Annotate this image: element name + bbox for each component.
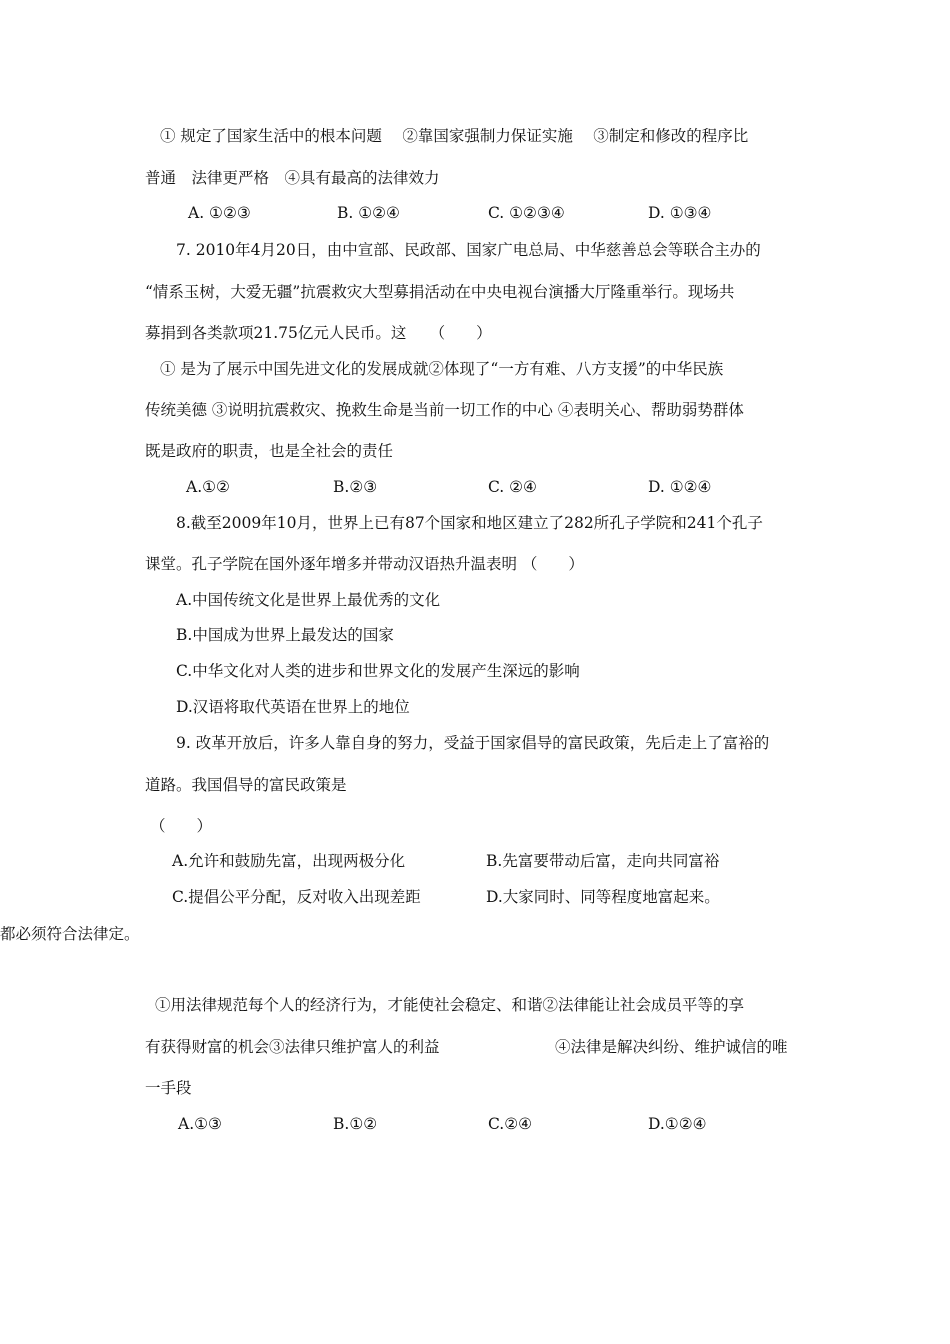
q9-option-d: D.大家同时、同等程度地富起来。 — [486, 888, 720, 906]
q9-answer-paren: （ ） — [150, 817, 213, 835]
q8-option-b: B.中国成为世界上最发达的国家 — [176, 626, 394, 644]
q6-option-b: B. ①②④ — [337, 204, 400, 222]
q10-option-c: C.②④ — [488, 1115, 533, 1133]
q7-statements-line-3: 既是政府的职责，也是全社会的责任 — [145, 442, 394, 460]
q10-option-b: B.①② — [333, 1115, 378, 1133]
q8-option-c: C.中华文化对人类的进步和世界文化的发展产生深远的影响 — [176, 662, 580, 680]
q10-statements-line-1: ①用法律规范每个人的经济行为，才能使社会稳定、和谐②法律能让社会成员平等的享 — [155, 996, 745, 1014]
q9-stem-line-2: 道路。我国倡导的富民政策是 — [145, 776, 347, 794]
q10-option-a: A.①③ — [178, 1115, 222, 1133]
q7-stem-line-3: 募捐到各类款项21.75亿元人民币。这 （ ） — [145, 324, 492, 342]
q7-statements-line-2: 传统美德 ③说明抗震救灾、挽救生命是当前一切工作的中心 ④表明关心、帮助弱势群体 — [145, 401, 744, 419]
q10-statements-line-2b: ④法律是解决纠纷、维护诚信的唯 — [555, 1038, 788, 1056]
q7-stem-line-1: 7. 2010年4月20日，由中宣部、民政部、国家广电总局、中华慈善总会等联合主办的 — [176, 241, 761, 259]
q7-option-a: A.①② — [186, 478, 230, 496]
q7-statements-line-1: ① 是为了展示中国先进文化的发展成就②体现了“一方有难、八方支援”的中华民族 — [160, 360, 724, 378]
q7-stem-line-2: “情系玉树，大爱无疆”抗震救灾大型募捐活动在中央电视台演播大厅隆重举行。现场共 — [145, 283, 735, 301]
q10-statements-line-3: 一手段 — [145, 1079, 192, 1097]
q8-option-d: D.汉语将取代英语在世界上的地位 — [176, 698, 410, 716]
q10-statements-line-2a: 有获得财富的机会③法律只维护富人的利益 — [145, 1038, 440, 1056]
q6-option-d: D. ①③④ — [648, 204, 712, 222]
q9-stem-line-1: 9. 改革开放后，许多人靠自身的努力，受益于国家倡导的富民政策，先后走上了富裕的 — [176, 734, 770, 752]
q6-statements-line-2: 普通 法律更严格 ④具有最高的法律效力 — [145, 169, 440, 187]
text-fragment: 都必须符合法律定。 — [0, 925, 140, 943]
q7-option-b: B.②③ — [333, 478, 378, 496]
q9-option-b: B.先富要带动后富，走向共同富裕 — [486, 852, 720, 870]
q9-option-c: C.提倡公平分配，反对收入出现差距 — [172, 888, 421, 906]
q7-option-c: C. ②④ — [488, 478, 537, 496]
q8-option-a: A.中国传统文化是世界上最优秀的文化 — [176, 591, 441, 609]
q8-stem-line-2: 课堂。孔子学院在国外逐年增多并带动汉语热升温表明 （ ） — [145, 555, 584, 573]
q6-option-a: A. ①②③ — [188, 204, 251, 222]
q7-option-d: D. ①②④ — [648, 478, 712, 496]
q9-option-a: A.允许和鼓励先富，出现两极分化 — [172, 852, 406, 870]
q10-option-d: D.①②④ — [648, 1115, 707, 1133]
q6-statements-line-1: ① 规定了国家生活中的根本问题 ②靠国家强制力保证实施 ③制定和修改的程序比 — [160, 127, 749, 145]
q6-option-c: C. ①②③④ — [488, 204, 565, 222]
q8-stem-line-1: 8.截至2009年10月，世界上已有87个国家和地区建立了282所孔子学院和241个孔子 — [176, 514, 763, 532]
